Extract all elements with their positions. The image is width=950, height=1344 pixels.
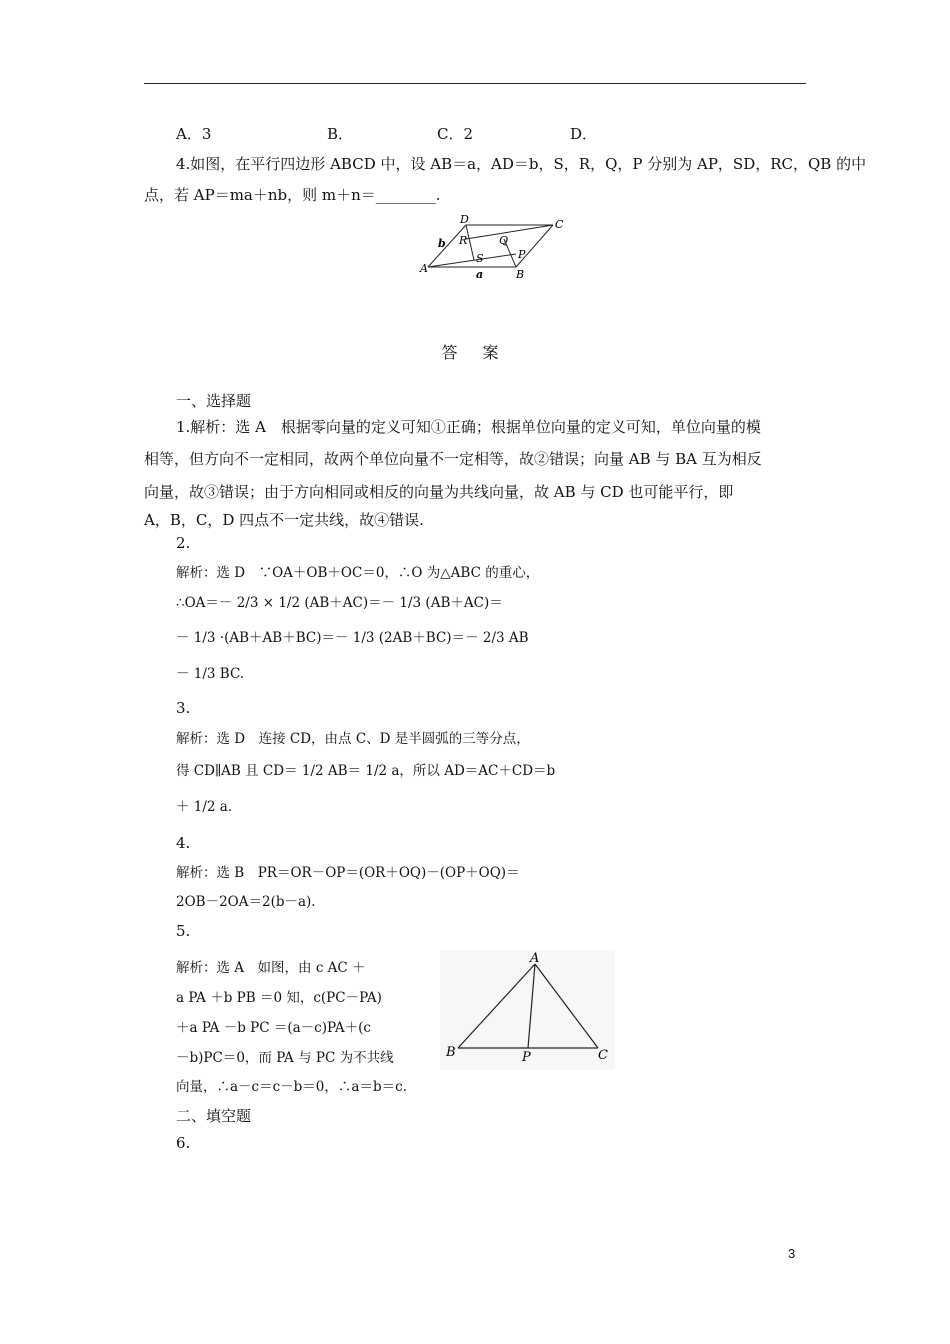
label-a-vector: a: [476, 268, 484, 281]
sol1-line1: 1.解析：选 A 根据零向量的定义可知①正确；根据单位向量的定义可知，单位向量的模: [176, 418, 761, 436]
label-d: D: [460, 213, 469, 226]
sol5-number: 5.: [176, 922, 191, 940]
sol2-number: 2.: [176, 534, 191, 552]
label-s: S: [476, 252, 484, 265]
sol4-line2: 2OB－2OA＝2(b－a).: [176, 894, 316, 910]
q4-line1: 4.如图，在平行四边形 ABCD 中，设 AB＝a，AD＝b，S，R，Q，P 分别为 AP，SD，RC，QB 的中: [176, 155, 867, 173]
label-a: A: [530, 951, 540, 966]
sol4-line1: 解析：选 B PR＝OR－OP＝(OR＋OQ)－(OP＋OQ)＝: [176, 865, 520, 881]
label-r: R: [459, 234, 468, 247]
label-b: B: [446, 1045, 456, 1060]
sol5-line2: a PA ＋b PB ＝0 知，c(PC－PA): [176, 990, 382, 1006]
sol3-line1: 解析：选 D 连接 CD，由点 C、D 是半圆弧的三等分点，: [176, 731, 530, 747]
sol1-line2: 相等，但方向不一定相同，故两个单位向量不一定相等，故②错误；向量 AB 与 BA 互为相反: [144, 450, 762, 468]
sol3-number: 3.: [176, 699, 191, 717]
sol3-line3: ＋ 1/2 a.: [176, 799, 233, 815]
sol1-line4: A，B，C，D 四点不一定共线，故④错误.: [144, 511, 424, 529]
sol3-line2: 得 CD∥AB 且 CD＝ 1/2 AB＝ 1/2 a，所以 AD＝AC＋CD＝b: [176, 763, 556, 779]
answer-title: 答 案: [441, 343, 509, 362]
label-b: B: [516, 268, 525, 281]
sol5-line1: 解析：选 A 如图，由 c AC ＋: [176, 960, 366, 976]
sol5-line5: 向量，∴a－c＝c－b＝0，∴a＝b＝c.: [176, 1079, 407, 1095]
option-a: A．3: [176, 125, 212, 143]
section-choice: 一、选择题: [176, 392, 252, 410]
parallelogram-figure: [416, 212, 566, 282]
label-q: Q: [499, 234, 509, 247]
section-fill: 二、填空题: [176, 1107, 252, 1125]
sol2-line1: 解析：选 D ∵OA＋OB＋OC＝0，∴O 为△ABC 的重心，: [176, 565, 540, 581]
sol2-line2: ∴OA＝－ 2/3 × 1/2 (AB＋AC)＝－ 1/3 (AB＋AC)＝: [176, 595, 503, 611]
q6-number: 6.: [176, 1134, 191, 1152]
sol2-line4: － 1/3 BC.: [176, 666, 245, 682]
label-p: P: [518, 248, 526, 261]
sol5-line4: －b)PC＝0，而 PA 与 PC 为不共线: [176, 1050, 394, 1066]
page-number: 3: [788, 1246, 796, 1261]
option-b: B．: [327, 125, 354, 143]
sol1-line3: 向量，故③错误；由于方向相同或相反的向量为共线向量，故 AB 与 CD 也可能平行，即: [144, 483, 734, 501]
label-p: P: [522, 1050, 531, 1065]
sol2-line3: － 1/3 ·(AB＋AB＋BC)＝－ 1/3 (2AB＋BC)＝－ 2/3 AB: [176, 630, 529, 646]
header-rule: [144, 83, 806, 84]
q4-line2: 点，若 AP＝ma＋nb，则 m＋n＝________.: [144, 186, 441, 204]
sol5-line3: ＋a PA －b PC ＝(a－c)PA＋(c: [176, 1020, 371, 1036]
option-d: D．: [570, 125, 598, 143]
label-c: C: [555, 218, 564, 231]
triangle-figure: [440, 950, 615, 1070]
option-c: C．2: [437, 125, 474, 143]
segment-ap: [428, 254, 516, 267]
label-a: A: [420, 262, 428, 275]
segment-rc: [466, 225, 553, 239]
label-c: C: [598, 1048, 608, 1063]
label-b-vector: b: [438, 237, 446, 250]
sol4-number: 4.: [176, 834, 191, 852]
